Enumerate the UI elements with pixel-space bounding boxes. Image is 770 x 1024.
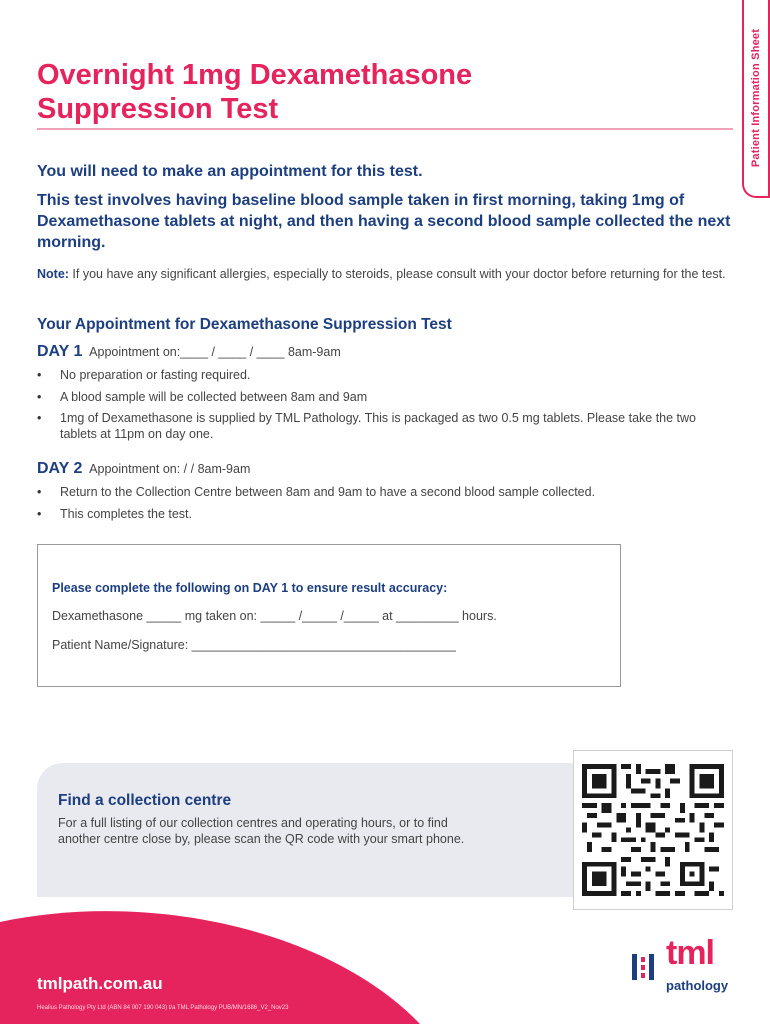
logo-brand: tml [666, 934, 714, 972]
find-centre-panel [37, 763, 573, 897]
appointment-heading: Your Appointment for Dexamethasone Suppression Test [37, 316, 452, 333]
test-description: This test involves having baseline blood sample taken in first morning, taking 1mg of Dexamethasone tablets at night, and then having a second blood sample collected the next morning. [37, 192, 731, 251]
note-text: If you have any significant allergies, especially to steroids, please consult with your doctor before returning for the test. [68, 267, 726, 281]
appointment-required-text: You will need to make an appointment for this test. [37, 163, 423, 180]
day1-line [37, 343, 341, 361]
title-line-1: Overnight 1mg Dexamethasone [37, 59, 473, 91]
find-centre-text: For a full listing of our collection centres and operating hours, or to find another centre close by, please scan the QR code with your smart phone. [58, 816, 465, 846]
title-divider [37, 128, 733, 130]
list-item: • This completes the test. [37, 507, 697, 523]
tml-mark-icon [630, 954, 662, 980]
list-item: • No preparation or fasting required. [37, 368, 697, 384]
list-item: • Return to the Collection Centre between 8am and 9am to have a second blood sample collected. [37, 485, 697, 501]
day2-appointment: Appointment on: / / 8am-9am [89, 462, 251, 476]
day2-line [37, 460, 250, 478]
form-heading: Please complete the following on DAY 1 to ensure result accuracy: [52, 581, 448, 595]
qr-code-icon [580, 764, 726, 896]
title-line-2: Suppression Test [37, 93, 279, 125]
day1-label: DAY 1 [37, 343, 83, 360]
list-item: • A blood sample will be collected between 8am and 9am [37, 390, 697, 406]
find-centre-heading: Find a collection centre [58, 792, 232, 809]
day1-appointment: Appointment on:____ / ____ / ____ 8am-9am [89, 345, 341, 359]
day2-label: DAY 2 [37, 460, 83, 477]
website-url[interactable]: tmlpath.com.au [37, 974, 163, 993]
allergy-note [37, 266, 727, 282]
logo-subtext: pathology [666, 978, 729, 993]
qr-code-box[interactable] [573, 750, 733, 910]
note-label: Note: [37, 267, 69, 281]
footer-fineprint: Healius Pathology Pty Ltd (ABN 84 007 190 043) t/a TML Pathology PUB/MN/1686_V2_Nov23 [37, 1005, 289, 1011]
patient-signature-field[interactable]: Patient Name/Signature: ______________________________________ [52, 638, 456, 652]
day1-list [37, 368, 697, 448]
day1-completion-form [37, 544, 621, 687]
day2-list [37, 485, 697, 528]
tml-pathology-logo [630, 934, 740, 998]
page-title [37, 58, 697, 126]
dose-taken-field[interactable]: Dexamethasone _____ mg taken on: _____ /_____ /_____ at _________ hours. [52, 609, 497, 623]
list-item: • 1mg of Dexamethasone is supplied by TML Pathology. This is packaged as two 0.5 mg tablets. Please take the two tablets at 11pm on day one. [37, 411, 697, 442]
side-tab-label: Patient Information Sheet [750, 28, 762, 168]
side-tab [742, 0, 770, 198]
